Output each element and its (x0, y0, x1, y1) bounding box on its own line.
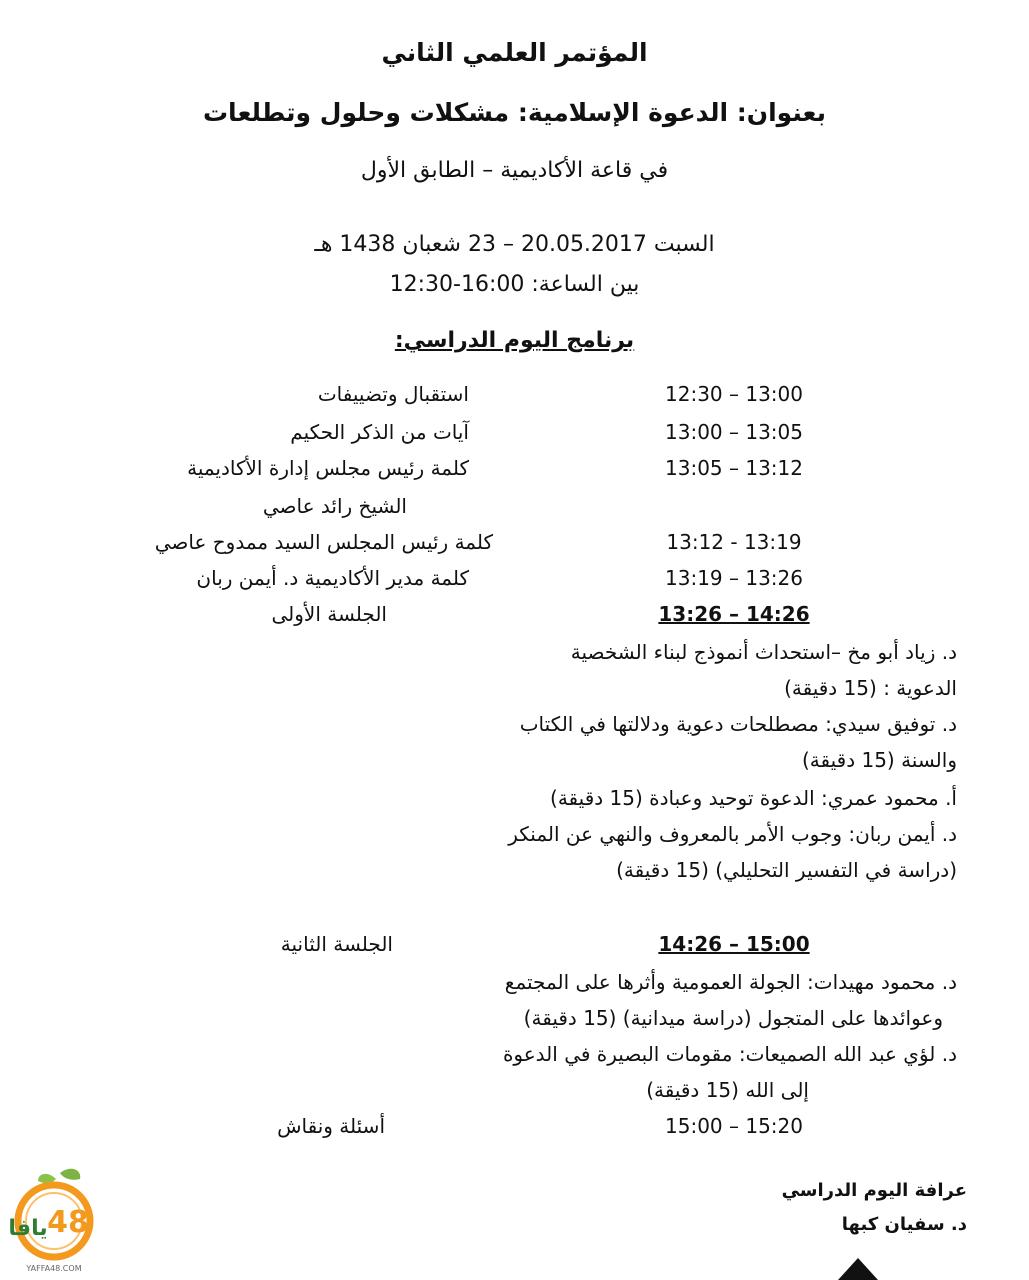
schedule-activity: كلمة رئيس المجلس السيد ممدوح عاصي (154, 530, 493, 554)
schedule-time: 13:05 – 13:12 (665, 456, 803, 480)
session1-talk-line: الدعوية : (15 دقيقة) (784, 676, 957, 700)
yaffa48-logo (8, 1165, 108, 1275)
schedule-activity: استقبال وتضييفات (317, 382, 469, 406)
logo-text: يافا (8, 1216, 48, 1241)
session2-time: 14:26 – 15:00 (658, 932, 810, 956)
logo-number: 48 (47, 1205, 89, 1240)
session1-talk-line: د. زياد أبو مخ –استحداث أنموذج لبناء الشخصية (570, 640, 957, 664)
session2-talk-line: إلى الله (15 دقيقة) (646, 1078, 809, 1102)
schedule-activity: كلمة مدير الأكاديمية د. أيمن ربان (196, 566, 469, 590)
schedule-activity-line2: الشيخ رائد عاصي (262, 494, 407, 518)
logo-site: YAFFA48.COM (26, 1264, 82, 1273)
session2-talk-line: وعوائدها على المتجول (دراسة ميدانية) (15 دقيقة) (523, 1006, 943, 1030)
session2-label: الجلسة الثانية (280, 932, 393, 956)
session1-talk-line: والسنة (15 دقيقة) (801, 748, 957, 772)
hours: بين الساعة: 16:00-12:30 (389, 272, 640, 297)
schedule-time: 13:00 – 13:05 (665, 420, 803, 444)
session1-talk-line: (دراسة في التفسير التحليلي) (15 دقيقة) (616, 858, 957, 882)
session2-talk-line: د. لؤي عبد الله الصميعات: مقومات البصيرة في الدعوة (502, 1042, 957, 1066)
schedule-activity: آيات من الذكر الحكيم (290, 420, 469, 444)
orange-logo-icon (8, 1165, 108, 1275)
schedule-activity: كلمة رئيس مجلس إدارة الأكاديمية (187, 456, 469, 480)
schedule-time: 12:30 – 13:00 (665, 382, 803, 406)
conference-title: المؤتمر العلمي الثاني (381, 38, 648, 67)
session1-time: 13:26 – 14:26 (658, 602, 810, 626)
discussion-label: أسئلة ونقاش (277, 1114, 385, 1138)
session2-talk-line: د. محمود مهيدات: الجولة العمومية وأثرها على المجتمع (504, 970, 957, 994)
session1-talk-line: د. أيمن ربان: وجوب الأمر بالمعروف والنهي عن المنكر (508, 822, 957, 846)
session1-talk-line: د. توفيق سيدي: مصطلحات دعوية ودلالتها في الكتاب (519, 712, 957, 736)
up-arrow-icon (838, 1258, 878, 1280)
date: السبت 20.05.2017 – 23 شعبان 1438 هـ (314, 232, 715, 257)
venue: في قاعة الأكاديمية – الطابق الأول (360, 158, 669, 183)
program-heading: برنامج اليوم الدراسي: (394, 328, 635, 353)
session1-talk-line: أ. محمود عمري: الدعوة توحيد وعبادة (15 دقيقة) (550, 786, 957, 810)
session1-label: الجلسة الأولى (271, 602, 387, 626)
discussion-time: 15:00 – 15:20 (665, 1114, 803, 1138)
conference-subtitle: بعنوان: الدعوة الإسلامية: مشكلات وحلول وتطلعات (202, 98, 827, 127)
schedule-time: 13:12 - 13:19 (666, 530, 802, 554)
schedule-time: 13:19 – 13:26 (665, 566, 803, 590)
moderator-name: د. سفيان كبها (841, 1214, 967, 1235)
moderator-label: عرافة اليوم الدراسي (781, 1180, 967, 1201)
